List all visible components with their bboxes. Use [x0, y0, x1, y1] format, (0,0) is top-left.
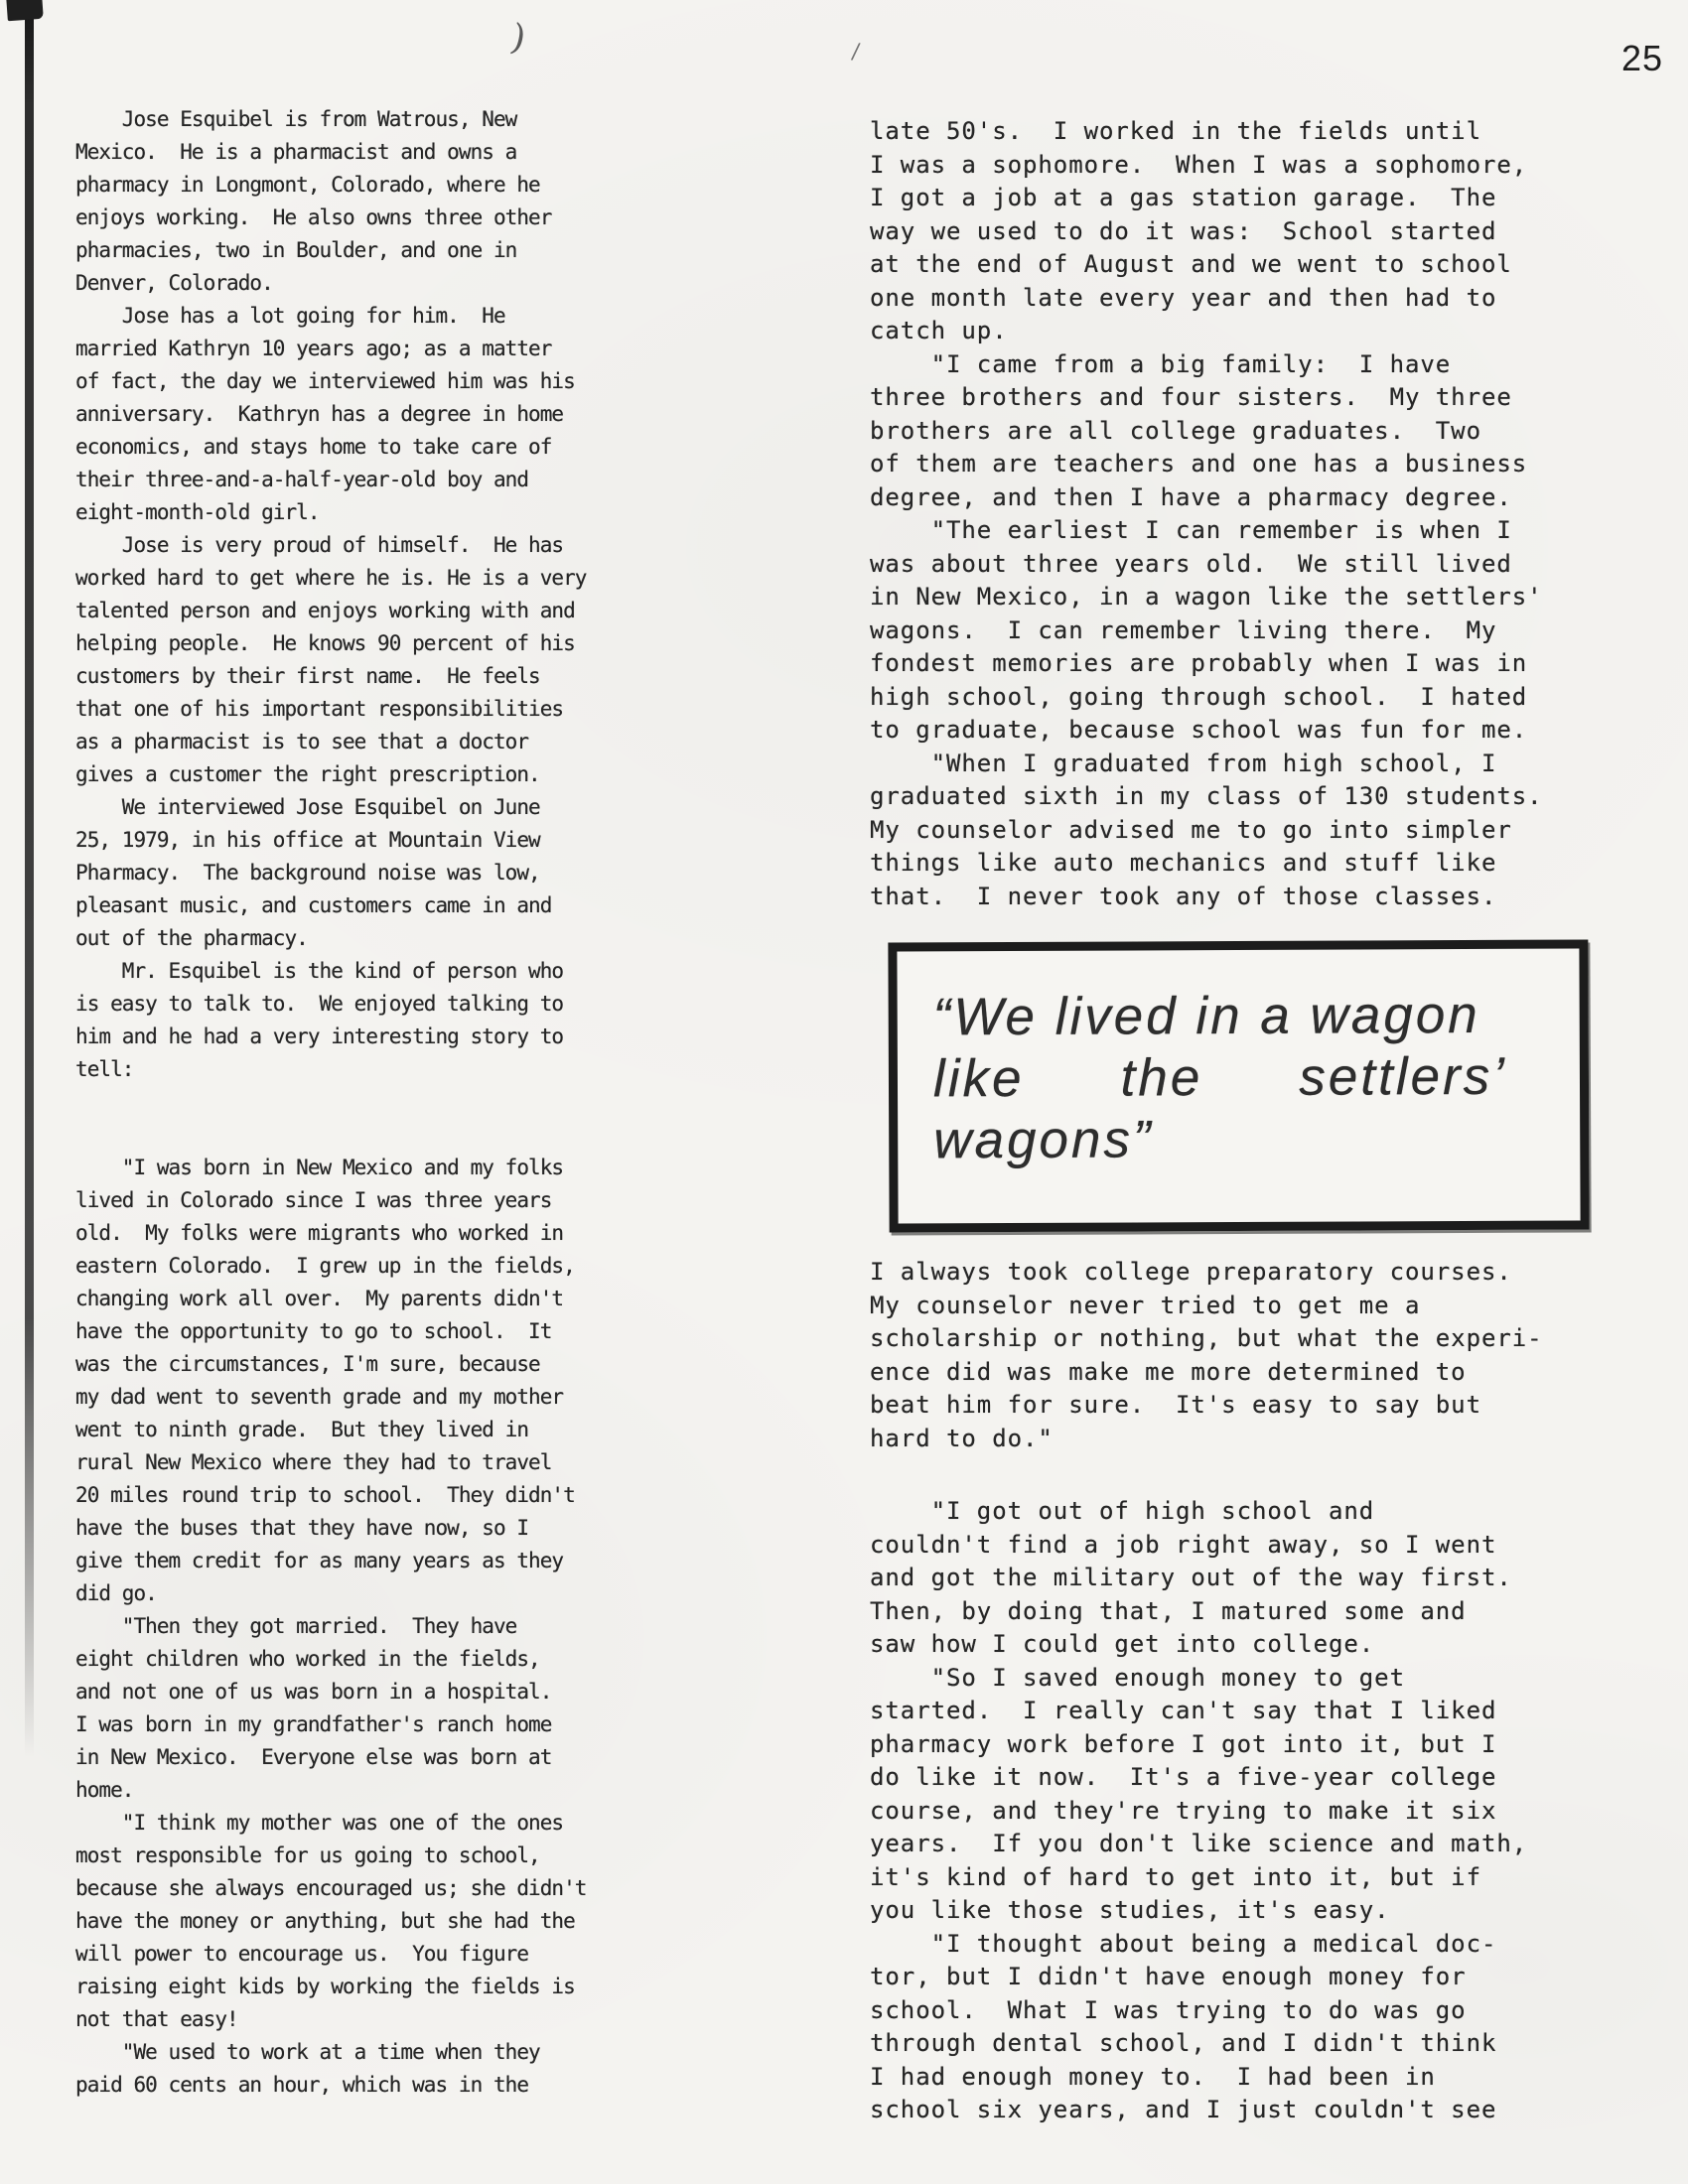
text-line: have the money or anything, but she had the	[75, 1909, 575, 1933]
text-line: and got the military out of the way first.	[870, 1564, 1512, 1591]
text-line: one month late every year and then had to	[870, 283, 1497, 312]
text-line: give them credit for as many years as they	[75, 1549, 564, 1572]
text-line: Jose Esquibel is from Watrous, New	[75, 107, 517, 131]
right-column-mid-block	[870, 1256, 1589, 1455]
text-line: pharmacy in Longmont, Colorado, where he	[75, 173, 540, 197]
text-line: lived in Colorado since I was three years	[75, 1188, 552, 1212]
text-line: that one of his important responsibilities	[75, 697, 564, 721]
text-line: "So I saved enough money to get	[870, 1663, 1405, 1692]
text-line: way we used to do it was: School started	[870, 216, 1497, 245]
text-line	[75, 1119, 655, 1152]
scan-artifact-corner	[6, 0, 44, 21]
text-line: my dad went to seventh grade and my mother	[75, 1385, 564, 1409]
text-line: eastern Colorado. I grew up in the fields,	[75, 1254, 575, 1278]
text-line: tor, but I didn't have enough money for	[870, 1963, 1467, 1990]
text-line: "I thought about being a medical doc-	[870, 1929, 1497, 1958]
pull-quote-line: wagons”	[933, 1110, 1154, 1170]
text-line: school six years, and I just couldn't see	[870, 2096, 1497, 2123]
text-line: economics, and stays home to take care of	[75, 435, 552, 459]
right-column-top-block	[870, 115, 1589, 913]
text-line: couldn't find a job right away, so I went	[870, 1530, 1497, 1559]
text-line	[75, 1086, 655, 1119]
text-line: I had enough money to. I had been in	[870, 2062, 1436, 2091]
text-line: rural New Mexico where they had to travel	[75, 1450, 552, 1474]
text-line: Pharmacy. The background noise was low,	[75, 861, 540, 885]
text-line: it's kind of hard to get into it, but if	[870, 1862, 1481, 1891]
text-line: to graduate, because school was fun for me.	[870, 716, 1528, 744]
text-line: things like auto mechanics and stuff like	[870, 849, 1497, 877]
text-line: "I was born in New Mexico and my folks	[75, 1156, 564, 1179]
text-line: was about three years old. We still lived	[870, 549, 1512, 578]
text-line: home.	[75, 1778, 134, 1802]
text-line: We interviewed Jose Esquibel on June	[75, 795, 540, 819]
text-line: eight-month-old girl.	[75, 500, 320, 524]
text-line: pleasant music, and customers came in and	[75, 893, 552, 917]
text-line: catch up.	[870, 317, 1008, 344]
scan-speck: /	[850, 39, 862, 66]
text-line: will power to encourage us. You figure	[75, 1942, 529, 1966]
text-line: have the opportunity to go to school. It	[75, 1319, 552, 1343]
text-line: graduated sixth in my class of 130 students.	[870, 782, 1543, 810]
text-line: 20 miles round trip to school. They didn't	[75, 1483, 575, 1507]
text-line: of them are teachers and one has a business	[870, 450, 1528, 478]
text-line: pharmacy work before I got into it, but I	[870, 1729, 1497, 1758]
text-line: brothers are all college graduates. Two	[870, 416, 1481, 445]
text-line: "I got out of high school and	[870, 1497, 1375, 1525]
text-line: because she always encouraged us; she didn't	[75, 1876, 587, 1900]
text-line: paid 60 cents an hour, which was in the	[75, 2073, 529, 2097]
left-text-column	[75, 103, 655, 2102]
page-number: 25	[1621, 38, 1664, 78]
text-line: of fact, the day we interviewed him was his	[75, 369, 575, 393]
text-line: and not one of us was born in a hospital.	[75, 1680, 552, 1704]
text-line: not that easy!	[75, 2007, 238, 2031]
text-line: Jose is very proud of himself. He has	[75, 533, 564, 557]
text-line: was the circumstances, I'm sure, because	[75, 1352, 540, 1376]
text-line: Denver, Colorado.	[75, 271, 273, 295]
text-line: scholarship or nothing, but what the experi-	[870, 1324, 1543, 1352]
text-line: "I came from a big family: I have	[870, 349, 1452, 378]
text-line: enjoys working. He also owns three other	[75, 205, 552, 229]
text-line: hard to do."	[870, 1424, 1054, 1452]
scan-artifact-left-edge	[25, 0, 34, 1757]
text-line: do like it now. It's a five-year college	[870, 1763, 1497, 1791]
text-line: worked hard to get where he is. He is a very	[75, 566, 587, 590]
text-line: "I think my mother was one of the ones	[75, 1811, 564, 1835]
text-line: Mexico. He is a pharmacist and owns a	[75, 140, 517, 164]
text-line: gives a customer the right prescription.	[75, 762, 540, 786]
text-line: I got a job at a gas station garage. The	[870, 184, 1497, 211]
text-line: is easy to talk to. We enjoyed talking to	[75, 992, 564, 1016]
right-text-column	[870, 115, 1589, 2127]
text-line: started. I really can't say that I liked	[870, 1697, 1497, 1724]
text-line: My counselor never tried to get me a	[870, 1291, 1421, 1319]
text-line: Jose has a lot going for him. He	[75, 304, 505, 328]
pull-quote-box	[888, 939, 1589, 1232]
text-line: you like those studies, it's easy.	[870, 1896, 1390, 1924]
scan-speck: )	[506, 16, 530, 61]
text-line: late 50's. I worked in the fields until	[870, 117, 1481, 145]
text-line: degree, and then I have a pharmacy degree.	[870, 482, 1512, 511]
text-line: "The earliest I can remember is when I	[870, 516, 1512, 544]
text-line: talented person and enjoys working with and	[75, 599, 575, 622]
text-line: fondest memories are probably when I was in	[870, 649, 1528, 677]
pull-quote-word: settlers’	[1299, 1046, 1508, 1107]
pull-quote-word: like	[932, 1048, 1025, 1109]
text-line: I was born in my grandfather's ranch home	[75, 1712, 552, 1736]
text-line: three brothers and four sisters. My three	[870, 383, 1512, 411]
text-line: course, and they're trying to make it six	[870, 1796, 1497, 1825]
text-line: "When I graduated from high school, I	[870, 749, 1497, 777]
text-line: Mr. Esquibel is the kind of person who	[75, 959, 564, 983]
text-line: My counselor advised me to go into simpler	[870, 815, 1512, 844]
text-line: that. I never took any of those classes.	[870, 882, 1497, 910]
text-line: "We used to work at a time when they	[75, 2040, 540, 2064]
text-line: 25, 1979, in his office at Mountain View	[75, 828, 540, 852]
text-line: I was a sophomore. When I was a sophomore,	[870, 150, 1528, 179]
text-line: changing work all over. My parents didn't	[75, 1287, 564, 1310]
text-line: pharmacies, two in Boulder, and one in	[75, 238, 517, 262]
text-line: out of the pharmacy.	[75, 926, 308, 950]
pull-quote-word: the	[1120, 1048, 1203, 1108]
text-line: years. If you don't like science and math,	[870, 1830, 1528, 1857]
text-line: Then, by doing that, I matured some and	[870, 1596, 1467, 1625]
text-line: school. What I was trying to do was go	[870, 1995, 1467, 2024]
text-line: I always took college preparatory courses.	[870, 1258, 1512, 1286]
text-line: tell:	[75, 1057, 134, 1081]
text-line: most responsible for us going to school,	[75, 1843, 540, 1867]
text-line: him and he had a very interesting story to	[75, 1024, 564, 1048]
text-line: in New Mexico. Everyone else was born at	[75, 1745, 552, 1769]
text-line: did go.	[75, 1581, 157, 1605]
text-line: high school, going through school. I hated	[870, 682, 1528, 711]
pull-quote-line	[933, 1046, 1507, 1111]
text-line: their three-and-a-half-year-old boy and	[75, 468, 529, 491]
text-line: as a pharmacist is to see that a doctor	[75, 730, 529, 753]
text-line: through dental school, and I didn't think	[870, 2029, 1497, 2057]
right-column-bottom-block	[870, 1495, 1589, 2127]
text-line: old. My folks were migrants who worked in	[75, 1221, 564, 1245]
text-line: "Then they got married. They have	[75, 1614, 517, 1638]
text-line: customers by their first name. He feels	[75, 664, 540, 688]
text-line: eight children who worked in the fields,	[75, 1647, 540, 1671]
pull-quote-line: “We lived in a wagon	[932, 985, 1480, 1047]
text-line: have the buses that they have now, so I	[75, 1516, 529, 1540]
text-line: ence did was make me more determined to	[870, 1357, 1467, 1386]
text-line: saw how I could get into college.	[870, 1630, 1375, 1658]
text-line: wagons. I can remember living there. My	[870, 615, 1497, 644]
text-line: helping people. He knows 90 percent of his	[75, 631, 575, 655]
text-line: beat him for sure. It's easy to say but	[870, 1391, 1481, 1419]
text-line: at the end of August and we went to school	[870, 250, 1512, 278]
text-line: went to ninth grade. But they lived in	[75, 1418, 529, 1441]
text-line: in New Mexico, in a wagon like the settlers'	[870, 583, 1543, 611]
text-line: married Kathryn 10 years ago; as a matter	[75, 337, 552, 360]
text-line: raising eight kids by working the fields is	[75, 1975, 575, 1998]
text-line: anniversary. Kathryn has a degree in home	[75, 402, 564, 426]
